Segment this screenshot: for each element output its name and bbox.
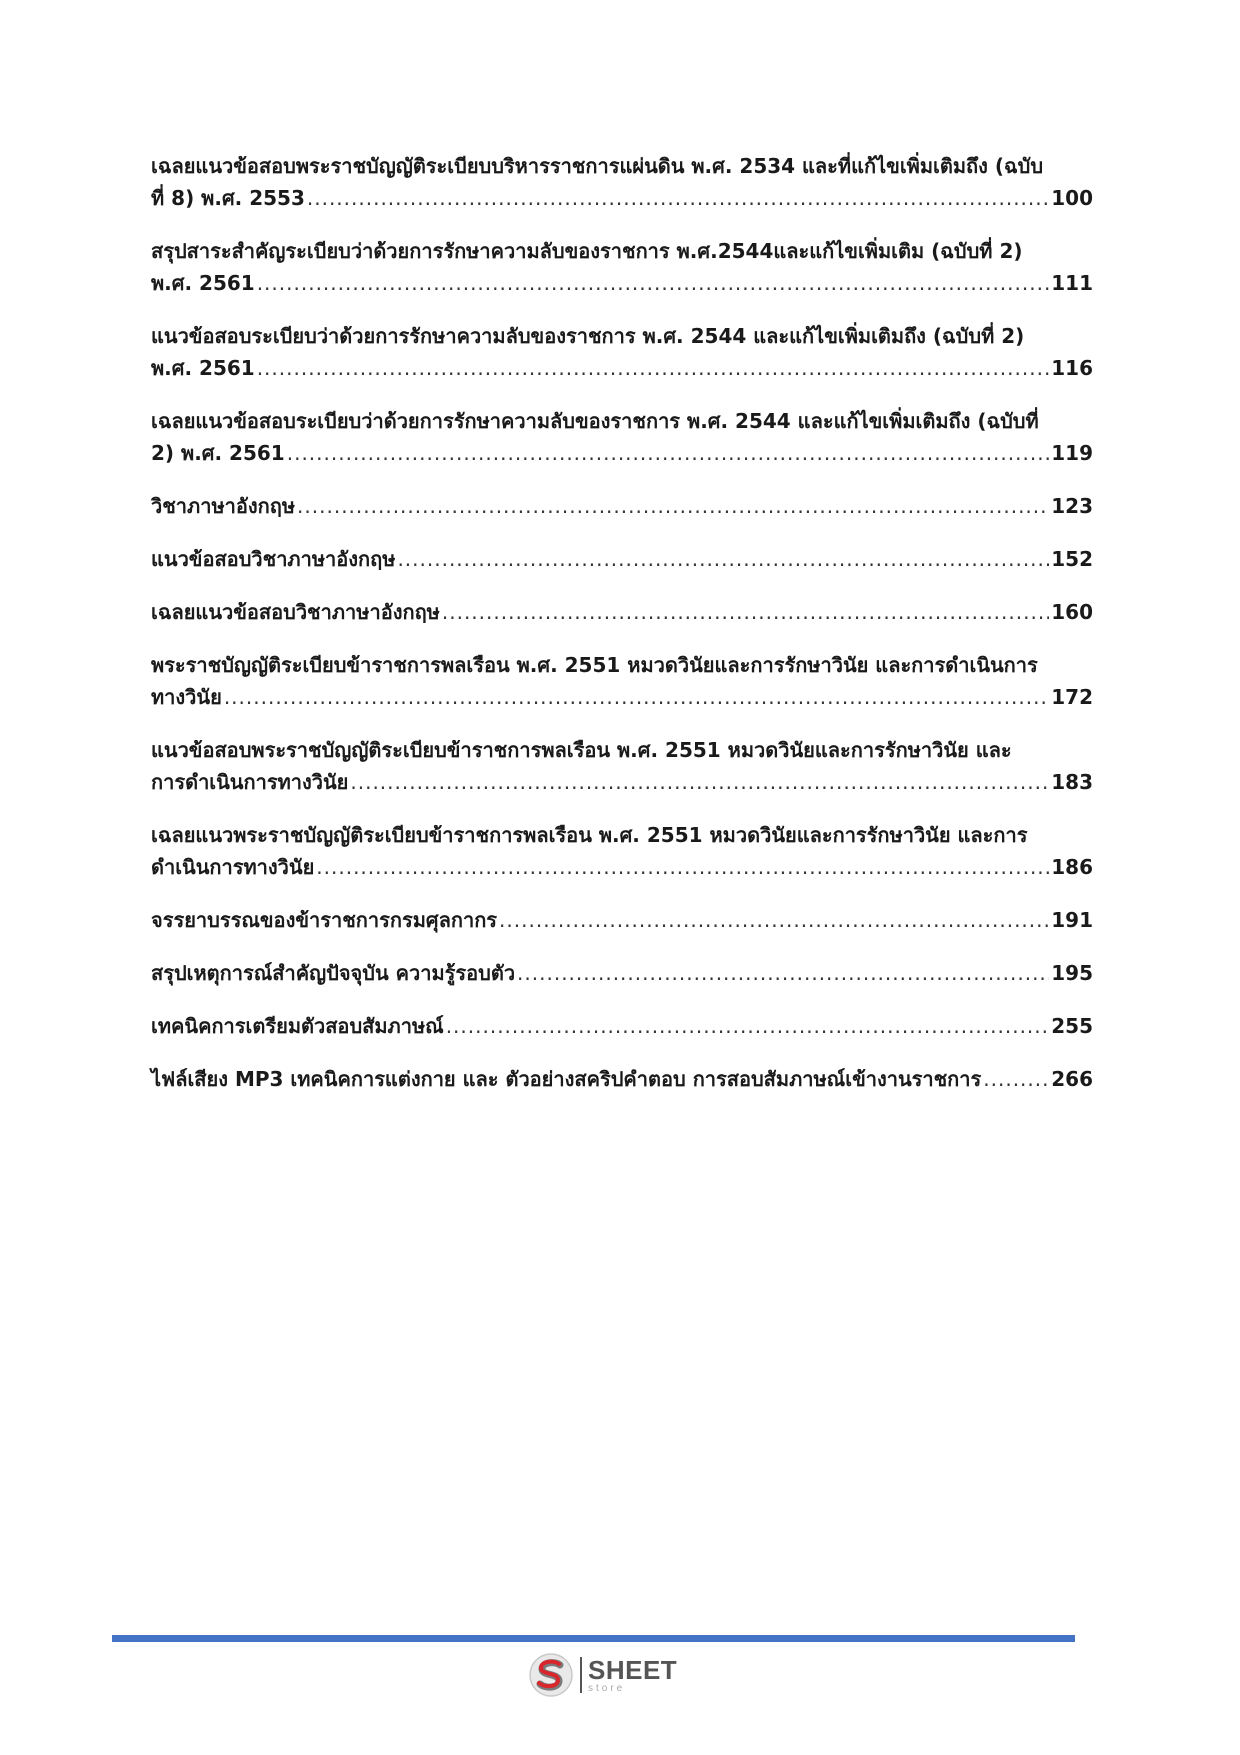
toc-entry-line [151, 734, 1093, 766]
toc-entry-title: 2) พ.ศ. 2561 [151, 441, 285, 465]
toc-entry[interactable] [151, 150, 1093, 214]
toc-dot-leader [287, 437, 1050, 469]
toc-entry-last-line [151, 437, 1093, 469]
toc-entry-line [151, 649, 1093, 681]
toc-page-number: 152 [1051, 547, 1093, 571]
toc-entry-title: แนวข้อสอบวิชาภาษาอังกฤษ [151, 547, 396, 571]
toc-page-number: 111 [1051, 271, 1093, 295]
toc-entry[interactable] [151, 320, 1093, 384]
toc-dot-leader [297, 490, 1049, 522]
footer-rule [112, 1635, 1075, 1642]
toc-entry-line [151, 235, 1093, 267]
toc-entry-title: เฉลยแนวข้อสอบพระราชบัญญัติระเบียบบริหารราชการแผ่นดิน พ.ศ. 2534 และที่แก้ไขเพิ่มเติมถึง (ฉบับ [151, 154, 1044, 178]
toc-entry[interactable] [151, 1063, 1093, 1095]
toc-dot-leader [257, 352, 1050, 384]
toc-entry-line [151, 405, 1093, 437]
toc-entry-title: พ.ศ. 2561 [151, 356, 255, 380]
toc-entry[interactable] [151, 957, 1093, 989]
toc-entry-title: พระราชบัญญัติระเบียบข้าราชการพลเรือน พ.ศ. 2551 หมวดวินัยและการรักษาวินัย และการดำเนินการ [151, 653, 1038, 677]
toc-dot-leader [307, 182, 1049, 214]
toc-page-number: 123 [1051, 494, 1093, 518]
toc-dot-leader [397, 543, 1049, 575]
toc-entry-title: ไฟล์เสียง MP3 เทคนิคการแต่งกาย และ ตัวอย่างสคริปคำตอบ การสอบสัมภาษณ์เข้างานราชการ [151, 1067, 982, 1091]
toc-entry-last-line [151, 1063, 1093, 1095]
toc-entry[interactable] [151, 405, 1093, 469]
toc-dot-leader [983, 1063, 1049, 1095]
sheet-store-logo-icon [528, 1652, 574, 1698]
toc-dot-leader [442, 596, 1049, 628]
toc-entry-last-line [151, 904, 1093, 936]
logo-separator [580, 1657, 582, 1693]
toc-entry-title: ที่ 8) พ.ศ. 2553 [151, 186, 305, 210]
toc-dot-leader [224, 681, 1049, 713]
toc-entry-last-line [151, 543, 1093, 575]
toc-dot-leader [257, 267, 1050, 299]
toc-entry-title: แนวข้อสอบพระราชบัญญัติระเบียบข้าราชการพลเรือน พ.ศ. 2551 หมวดวินัยและการรักษาวินัย และ [151, 738, 1012, 762]
toc-entry-title: เทคนิคการเตรียมตัวสอบสัมภาษณ์ [151, 1014, 444, 1038]
toc-dot-leader [517, 957, 1049, 989]
toc-entry-last-line [151, 267, 1093, 299]
toc-page-number: 191 [1051, 908, 1093, 932]
toc-entry-title: เฉลยแนวพระราชบัญญัติระเบียบข้าราชการพลเรือน พ.ศ. 2551 หมวดวินัยและการรักษาวินัย และการ [151, 823, 1028, 847]
toc-entry[interactable] [151, 819, 1093, 883]
toc-entry-last-line [151, 182, 1093, 214]
toc-entry[interactable] [151, 543, 1093, 575]
toc-entry-last-line [151, 352, 1093, 384]
toc-entry-title: สรุปสาระสำคัญระเบียบว่าด้วยการรักษาความลับของราชการ พ.ศ.2544และแก้ไขเพิ่มเติม (ฉบับที่ 2) [151, 239, 1023, 263]
toc-dot-leader [499, 904, 1049, 936]
toc-entry[interactable] [151, 490, 1093, 522]
toc-entry-last-line [151, 957, 1093, 989]
toc-entry-line [151, 320, 1093, 352]
toc-entry-last-line [151, 681, 1093, 713]
toc-entry-last-line [151, 766, 1093, 798]
toc-page-number: 186 [1051, 855, 1093, 879]
toc-entry-title: เฉลยแนวข้อสอบวิชาภาษาอังกฤษ [151, 600, 440, 624]
toc-entry-title: เฉลยแนวข้อสอบระเบียบว่าด้วยการรักษาความลับของราชการ พ.ศ. 2544 และแก้ไขเพิ่มเติมถึง (ฉบับที่ [151, 409, 1039, 433]
toc-entry-title: พ.ศ. 2561 [151, 271, 255, 295]
toc-entry-last-line [151, 851, 1093, 883]
logo-text [588, 1654, 678, 1694]
toc-entry-title: แนวข้อสอบระเบียบว่าด้วยการรักษาความลับของราชการ พ.ศ. 2544 และแก้ไขเพิ่มเติมถึง (ฉบับที่ 2) [151, 324, 1025, 348]
sheet-store-logo [528, 1652, 677, 1698]
toc-entry[interactable] [151, 235, 1093, 299]
logo-sub-text: store [588, 1682, 626, 1694]
toc-entry-title: ทางวินัย [151, 685, 222, 709]
toc-entry-last-line [151, 596, 1093, 628]
toc-page-number: 100 [1051, 186, 1093, 210]
toc-entry-title: วิชาภาษาอังกฤษ [151, 494, 296, 518]
toc-page-number: 255 [1051, 1014, 1093, 1038]
toc-page-number: 172 [1051, 685, 1093, 709]
toc-entry[interactable] [151, 649, 1093, 713]
toc-entry[interactable] [151, 904, 1093, 936]
toc-dot-leader [316, 851, 1049, 883]
toc-page-number: 266 [1051, 1067, 1093, 1091]
toc-entry-line [151, 150, 1093, 182]
toc-entry-last-line [151, 1010, 1093, 1042]
toc-page-number: 183 [1051, 770, 1093, 794]
toc-page-number: 160 [1051, 600, 1093, 624]
toc-dot-leader [350, 766, 1049, 798]
toc-page-number: 119 [1051, 441, 1093, 465]
table-of-contents [151, 150, 1093, 1116]
toc-entry-line [151, 819, 1093, 851]
toc-entry[interactable] [151, 734, 1093, 798]
toc-entry[interactable] [151, 1010, 1093, 1042]
toc-entry-last-line [151, 490, 1093, 522]
toc-entry[interactable] [151, 596, 1093, 628]
toc-dot-leader [446, 1010, 1050, 1042]
toc-entry-title: จรรยาบรรณของข้าราชการกรมศุลกากร [151, 908, 498, 932]
toc-entry-title: สรุปเหตุการณ์สำคัญปัจจุบัน ความรู้รอบตัว [151, 961, 516, 985]
toc-page-number: 195 [1051, 961, 1093, 985]
toc-page-number: 116 [1051, 356, 1093, 380]
toc-entry-title: การดำเนินการทางวินัย [151, 770, 349, 794]
logo-main-text: SHEET [588, 1654, 678, 1685]
toc-entry-title: ดำเนินการทางวินัย [151, 855, 315, 879]
